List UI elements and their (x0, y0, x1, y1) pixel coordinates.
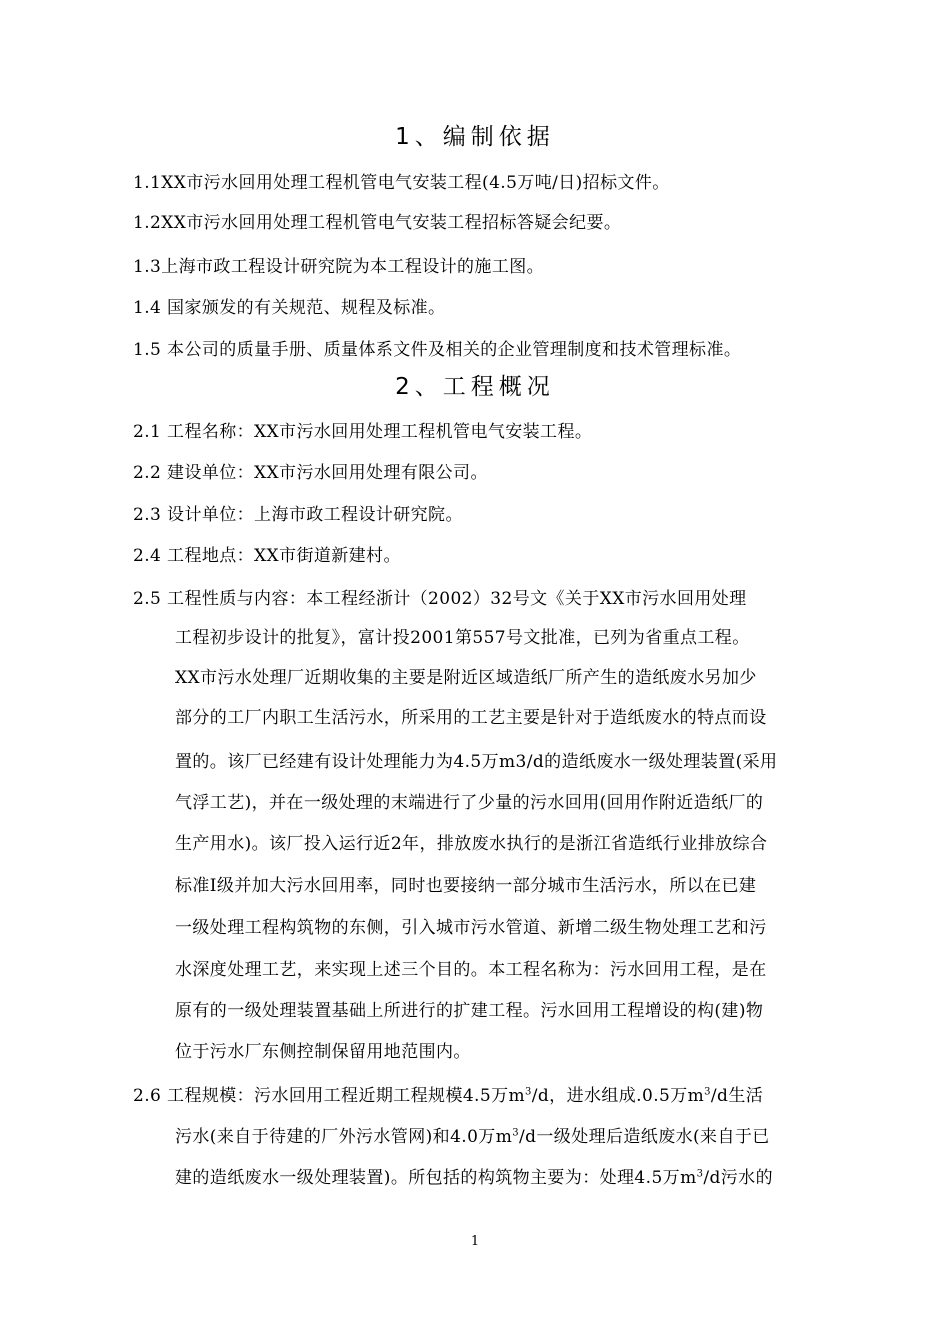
overview-item-2-4: 2.4 工程地点：XX市街道新建村。 (133, 546, 401, 566)
paragraph-line: 一级处理工程构筑物的东侧，引入城市污水管道、新增二级生物处理工艺和污 (175, 918, 767, 938)
paragraph-line: 建的造纸废水一级处理装置)。所包括的构筑物主要为：处理4.5万$m^3/d$污水的 (175, 1168, 773, 1188)
paragraph-line: 工程初步设计的批复》，富计投2001第557号文批准，已列为省重点工程。 (175, 628, 750, 648)
paragraph-line: 位于污水厂东侧控制保留用地范围内。 (175, 1042, 471, 1062)
paragraph-line: 污水(来自于待建的厂外污水管网)和4.0万$m^3/d$一级处理后造纸废水(来自于已 (175, 1127, 770, 1147)
overview-item-2-5: 2.5 工程性质与内容：本工程经浙计（2002）32号文《关于XX市污水回用处理 (133, 589, 747, 609)
basis-item-1-5: 1.5 本公司的质量手册、质量体系文件及相关的企业管理制度和技术管理标准。 (133, 340, 742, 360)
paragraph-line: 原有的一级处理装置基础上所进行的扩建工程。污水回用工程增设的构(建)物 (175, 1001, 764, 1021)
heading-compile-basis: 1、编制依据 (395, 124, 555, 150)
paragraph-line: 置的。该厂已经建有设计处理能力为4.5万m3/d的造纸废水一级处理装置(采用 (175, 752, 778, 772)
paragraph-line: 生产用水)。该厂投入运行近2年，排放废水执行的是浙江省造纸行业排放综合 (175, 834, 768, 854)
basis-item-1-4: 1.4 国家颁发的有关规范、规程及标准。 (133, 298, 446, 318)
paragraph-line: 部分的工厂内职工生活污水，所采用的工艺主要是针对于造纸废水的特点而设 (175, 708, 767, 728)
basis-item-1-2: 1.2XX市污水回用处理工程机管电气安装工程招标答疑会纪要。 (133, 213, 622, 233)
paragraph-line: XX市污水处理厂近期收集的主要是附近区域造纸厂所产生的造纸废水另加少 (175, 668, 757, 688)
basis-item-1-3: 1.3上海市政工程设计研究院为本工程设计的施工图。 (133, 257, 545, 277)
overview-item-2-1: 2.1 工程名称：XX市污水回用处理工程机管电气安装工程。 (133, 422, 593, 442)
page-number: 1 (470, 1234, 480, 1249)
heading-project-overview: 2、工程概况 (395, 374, 555, 400)
overview-item-2-6: 2.6 工程规模：污水回用工程近期工程规模4.5万$m^3/d$，进水组成.0.5万$m^3/d$生活 (133, 1086, 764, 1106)
paragraph-line: 水深度处理工艺，来实现上述三个目的。本工程名称为：污水回用工程，是在 (175, 960, 767, 980)
paragraph-line: 标准I级并加大污水回用率，同时也要接纳一部分城市生活污水，所以在已建 (175, 876, 757, 896)
paragraph-line: 气浮工艺)，并在一级处理的末端进行了少量的污水回用(回用作附近造纸厂的 (175, 793, 764, 813)
overview-item-2-3: 2.3 设计单位：上海市政工程设计研究院。 (133, 505, 463, 525)
overview-item-2-2: 2.2 建设单位：XX市污水回用处理有限公司。 (133, 463, 488, 483)
basis-item-1-1: 1.1XX市污水回用处理工程机管电气安装工程(4.5万吨/日)招标文件。 (133, 173, 670, 193)
